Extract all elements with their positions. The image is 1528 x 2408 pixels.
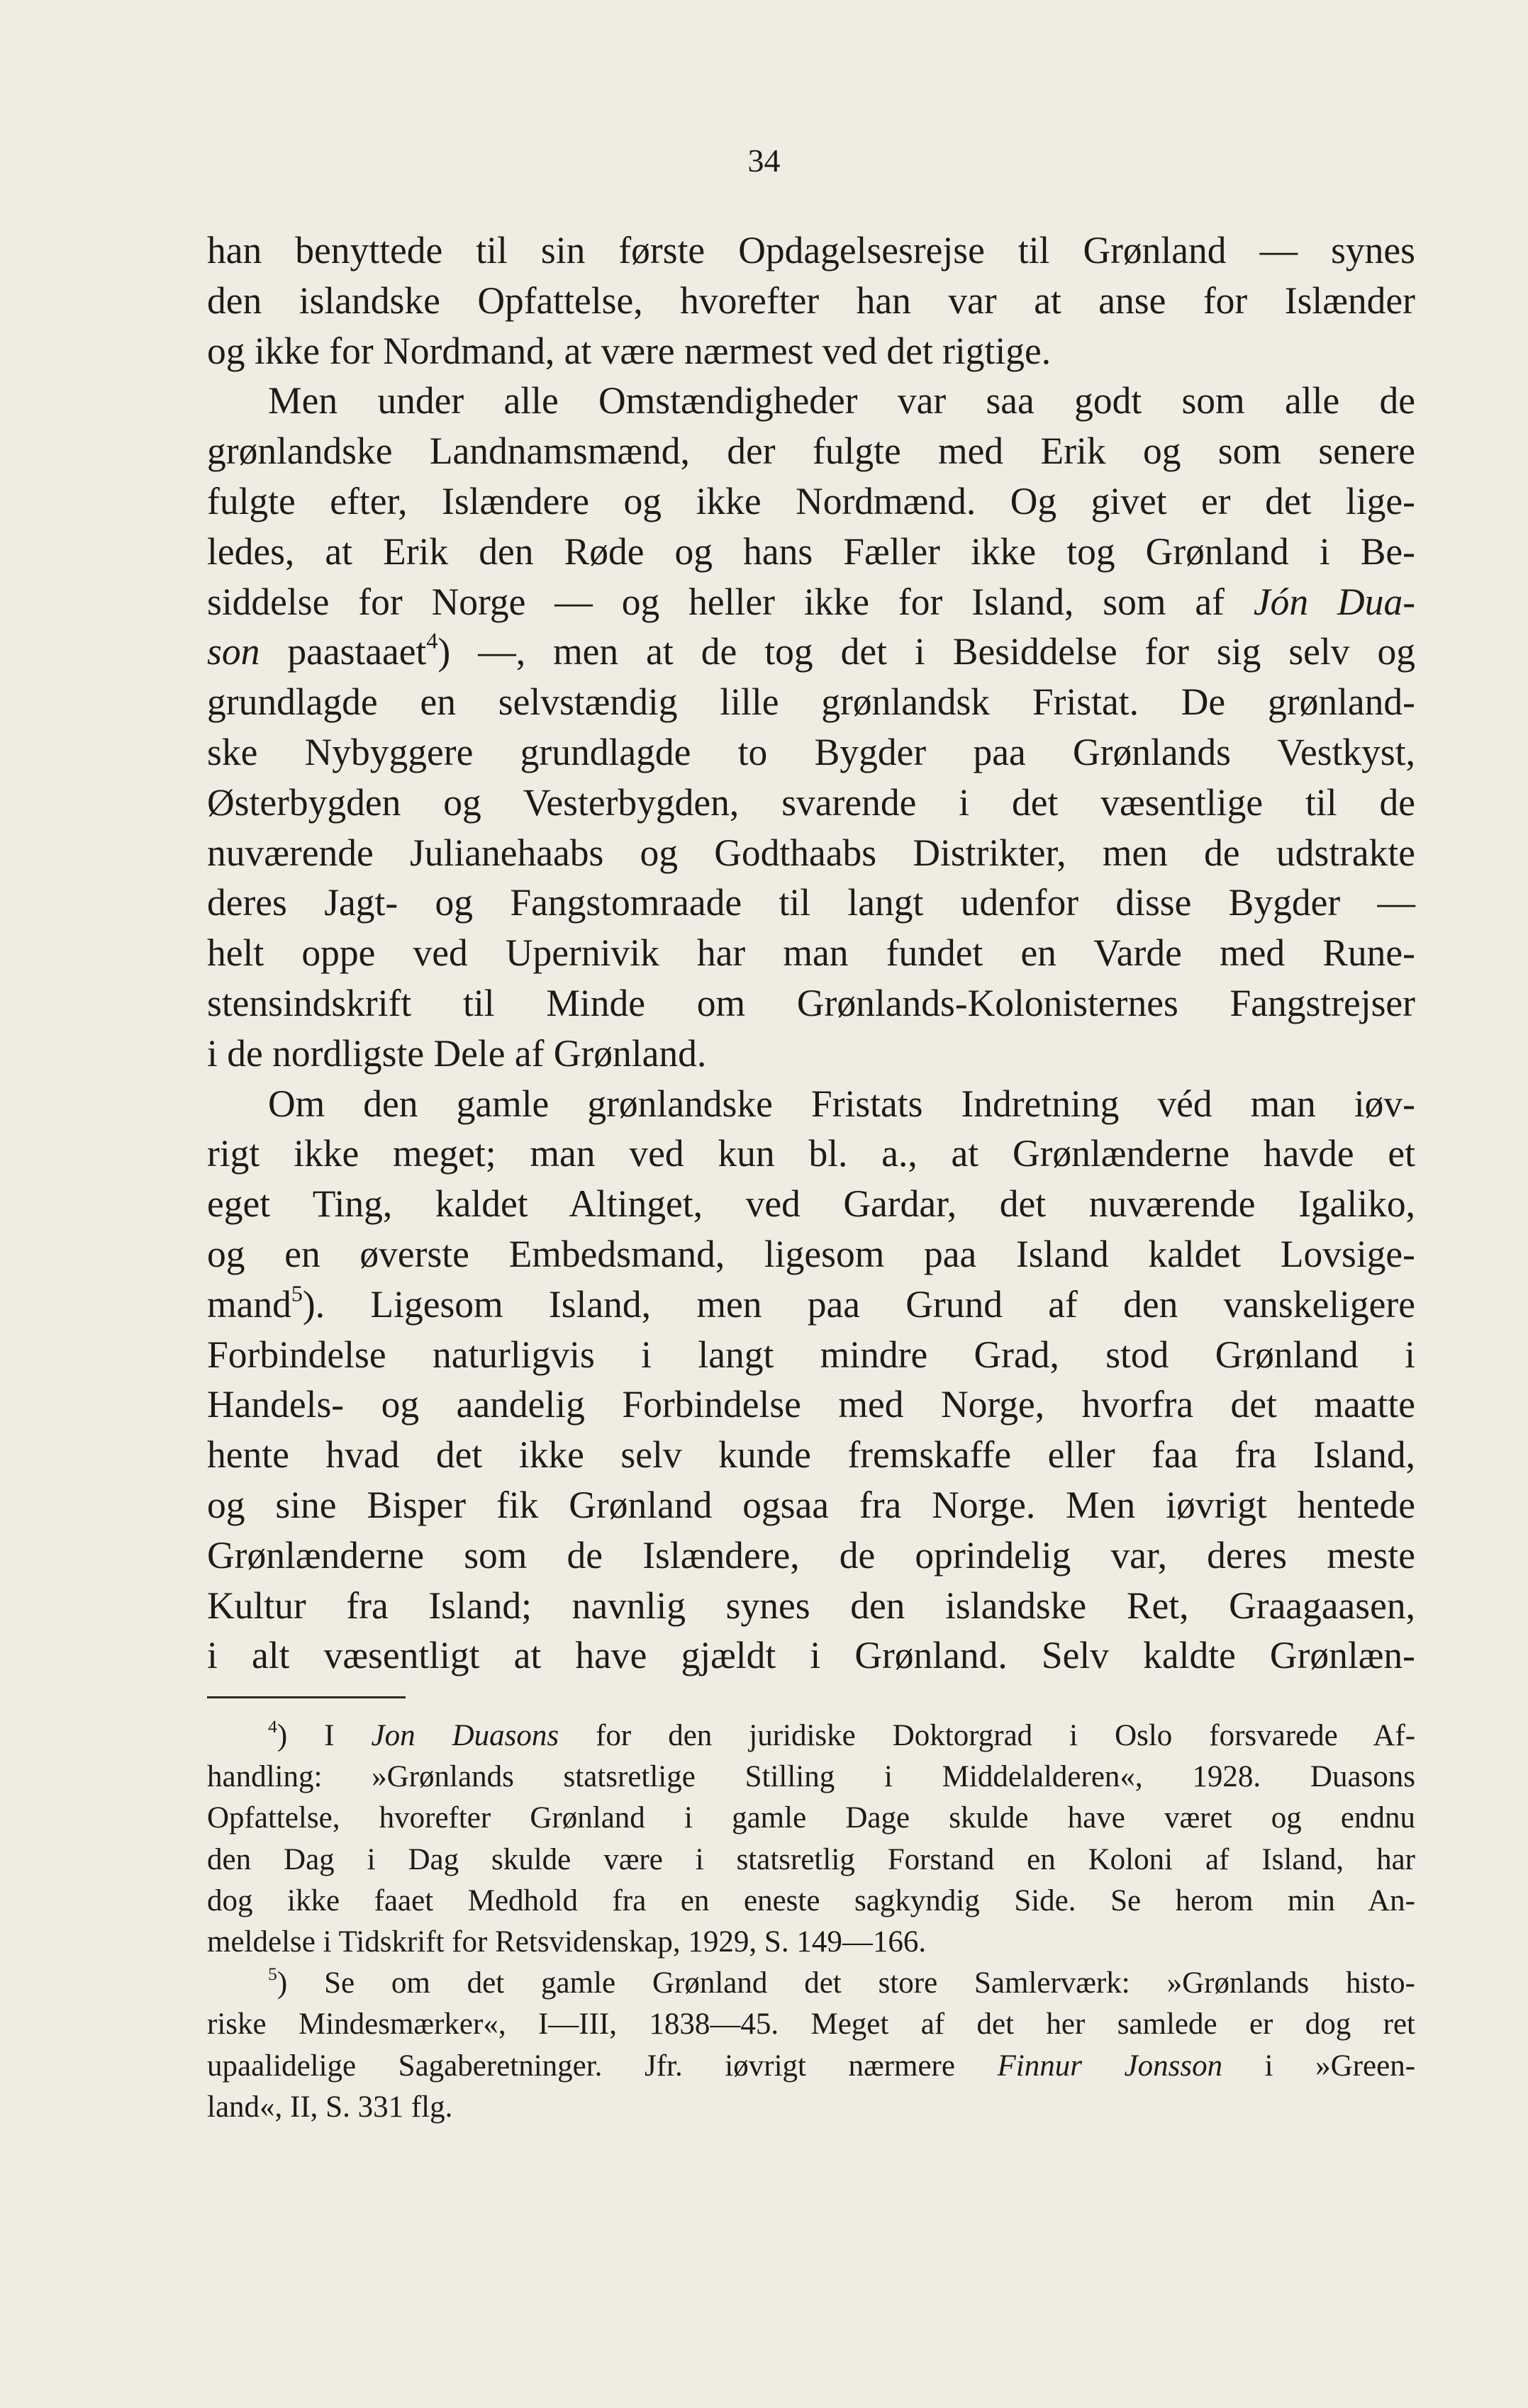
text-line: Forbindelse naturligvis i langt mindre Grad, stod Grønland i xyxy=(207,1333,1415,1376)
text-line: i de nordligste Dele af Grønland. xyxy=(207,1031,707,1075)
author-name-italic: son xyxy=(207,630,260,673)
text-line: og en øverste Embedsmand, ligesom paa Island kaldet Lovsige- xyxy=(207,1232,1415,1275)
text-line: grundlagde en selvstændig lille grønlandsk Fristat. De grønland- xyxy=(207,681,1415,724)
text-line: og sine Bisper fik Grønland ogsaa fra Norge. Men iøvrigt hentede xyxy=(207,1483,1415,1526)
footnote-4-line: dog ikke faaet Medhold fra en eneste sagkyndig Side. Se herom min An- xyxy=(207,1883,1415,1917)
author-name-italic: Jón Dua- xyxy=(1253,580,1416,623)
text-line: ske Nybyggere grundlagde to Bygder paa Grønlands Vestkyst, xyxy=(207,730,1415,773)
footnote-4-line: $^4$) I Jon Duasons for den juridiske Doktorgrad i Oslo forsvarede Af- xyxy=(268,1715,1416,1752)
footnote-5-line: $^5$) Se om det gamle Grønland det store Samlerværk: »Grønlands histo- xyxy=(268,1964,1415,2000)
text-line: eget Ting, kaldet Altinget, ved Gardar, det nuværende Igaliko, xyxy=(207,1182,1415,1226)
text-line: Østerbygden og Vesterbygden, svarende i det væsentlige til de xyxy=(207,780,1415,824)
text-line: og ikke for Nordmand, at være nærmest ved det rigtige. xyxy=(207,329,1052,372)
text-line: deres Jagt- og Fangstomraade til langt udenfor disse Bygder — xyxy=(207,881,1415,924)
author-name-italic: Jon Duasons xyxy=(371,1719,559,1752)
footnote-5-line: riske Mindesmærker«, I—III, 1838—45. Meget af det her samlede er dog ret xyxy=(207,2007,1415,2042)
footnote-ref-5[interactable]: 5 xyxy=(291,1280,303,1306)
text-line: helt oppe ved Upernivik har man fundet en Varde med Rune- xyxy=(207,931,1415,975)
footnote-divider xyxy=(207,1696,406,1698)
footnote-marker-5: 5 xyxy=(268,1964,277,1985)
text-line: ledes, at Erik den Røde og hans Fæller ikke tog Grønland i Be- xyxy=(207,530,1415,573)
page-number: 34 xyxy=(747,142,781,179)
text-line: grønlandske Landnamsmænd, der fulgte med Erik og som senere xyxy=(207,430,1415,473)
footnote-5-line: upaalidelige Sagaberetninger. Jfr. iøvrigt nærmere Finnur Jonsson i »Green- xyxy=(207,2049,1416,2083)
footnote-5-line: land«, II, S. 331 flg. xyxy=(207,2090,453,2124)
text-line: siddelse for Norge — og heller ikke for Island, som af Jón Dua- xyxy=(207,580,1416,623)
text-line: Handels- og aandelig Forbindelse med Norge, hvorfra det maatte xyxy=(207,1383,1415,1426)
text-line: Men under alle Omstændigheder var saa godt som alle de xyxy=(268,379,1415,422)
text-line: fulgte efter, Islændere og ikke Nordmænd. Og givet er det lige- xyxy=(207,479,1415,522)
text-line: nuværende Julianehaabs og Godthaabs Distrikter, men de udstrakte xyxy=(207,831,1415,874)
body-text xyxy=(207,225,1415,1681)
author-name-italic: Finnur Jonsson xyxy=(997,2049,1223,2083)
footnote-4-line: meldelse i Tidskrift for Retsvidenskap, 1929, S. 149—166. xyxy=(207,1925,927,1959)
text-line: son paastaaet$^4$) —, men at de tog det i Besiddelse for sig selv og xyxy=(207,627,1416,673)
footnote-ref-4[interactable]: 4 xyxy=(426,627,438,654)
footnote-4-line: den Dag i Dag skulde være i statsretlig Forstand en Koloni af Island, har xyxy=(207,1842,1415,1876)
footnote-4-line: handling: »Grønlands statsretlige Stilling i Middelalderen«, 1928. Duasons xyxy=(207,1760,1415,1794)
text-line: Kultur fra Island; navnlig synes den islandske Ret, Graagaasen, xyxy=(207,1584,1415,1627)
text-line: stensindskrift til Minde om Grønlands-Kolonisternes Fangstrejser xyxy=(207,981,1415,1024)
text-line: han benyttede til sin første Opdagelsesrejse til Grønland — synes xyxy=(207,229,1415,271)
text-line: i alt væsentligt at have gjældt i Grønland. Selv kaldte Grønlæn- xyxy=(207,1634,1415,1677)
text-line: Om den gamle grønlandske Fristats Indretning véd man iøv- xyxy=(268,1082,1415,1125)
text-line: mand$^5$). Ligesom Island, men paa Grund af den vanskeligere xyxy=(207,1280,1415,1326)
text-line: Grønlænderne som de Islændere, de oprindelig var, deres meste xyxy=(207,1533,1415,1577)
text-line: rigt ikke meget; man ved kun bl. a., at Grønlænderne havde et xyxy=(207,1132,1415,1175)
footnote-4-line: Opfattelse, hvorefter Grønland i gamle Dage skulde have været og endnu xyxy=(207,1801,1415,1835)
text-line: hente hvad det ikke selv kunde fremskaffe eller faa fra Island, xyxy=(207,1433,1415,1477)
footnotes xyxy=(207,1715,1415,2128)
footnote-marker-4: 4 xyxy=(268,1715,277,1737)
text-line: den islandske Opfattelse, hvorefter han var at anse for Islænder xyxy=(207,279,1415,322)
